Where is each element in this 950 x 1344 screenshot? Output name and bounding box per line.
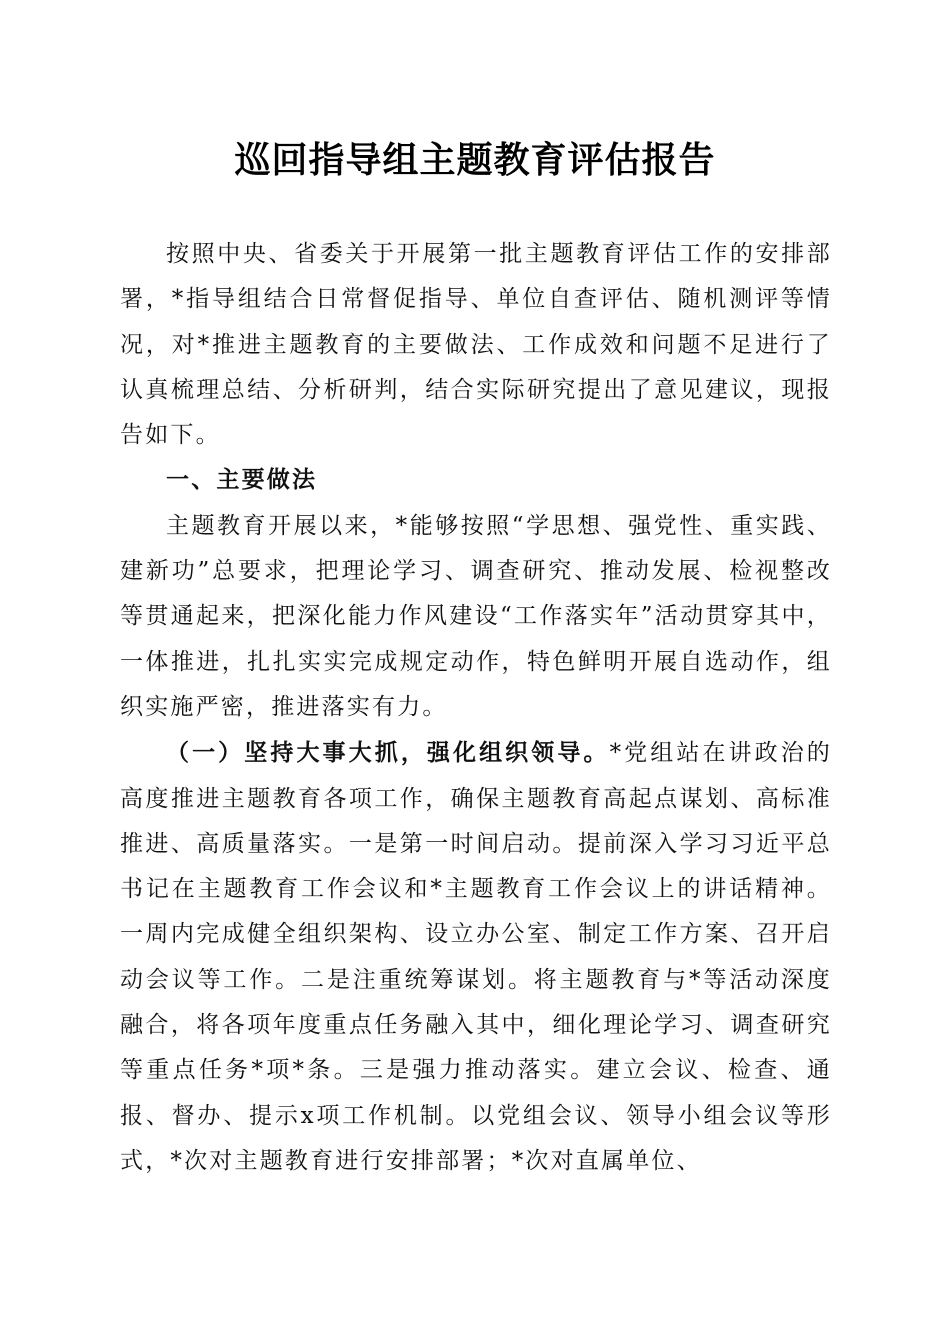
subsection-text: *党组站在讲政治的高度推进主题教育各项工作，确保主题教育高起点谋划、高标准推进、高质量落实。一是第一时间启动。提前深入学习习近平总书记在主题教育工作会议和*主题教育工作会议上的讲话精神。一周内完成健全组织架构、设立办公室、制定工作方案、召开启动会议等工作。二是注重统筹谋划。将主题教育与*等活动深度融合，将各项年度重点任务融入其中，细化理论学习、调查研究等重点任务*项*条。三是强力推动落实。建立会议、检查、通报、督办、提示x项工作机制。以党组会议、领导小组会议等形式，*次对主题教育进行安排部署；*次对直属单位、 [120,740,832,1174]
section-heading: 一、主要做法 [166,467,318,494]
document-body [120,232,832,1184]
section-paragraph: 主题教育开展以来，*能够按照“学思想、强党性、重实践、建新功”总要求，把理论学习、调查研究、推动发展、检视整改等贯通起来，把深化能力作风建设“工作落实年”活动贯穿其中，一体推进，扎扎实实完成规定动作，特色鲜明开展自选动作，组织实施严密，推进落实有力。 [120,512,832,720]
subsection-lead: （一）坚持大事大抓，强化组织领导。 [166,739,610,767]
document-title: 巡回指导组主题教育评估报告 [234,139,716,181]
intro-paragraph: 按照中央、省委关于开展第一批主题教育评估工作的安排部署，*指导组结合日常督促指导、单位自查评估、随机测评等情况，对*推进主题教育的主要做法、工作成效和问题不足进行了认真梳理总结、分析研判，结合实际研究提出了意见建议，现报告如下。 [120,241,832,449]
subsection-paragraph [120,730,832,1184]
